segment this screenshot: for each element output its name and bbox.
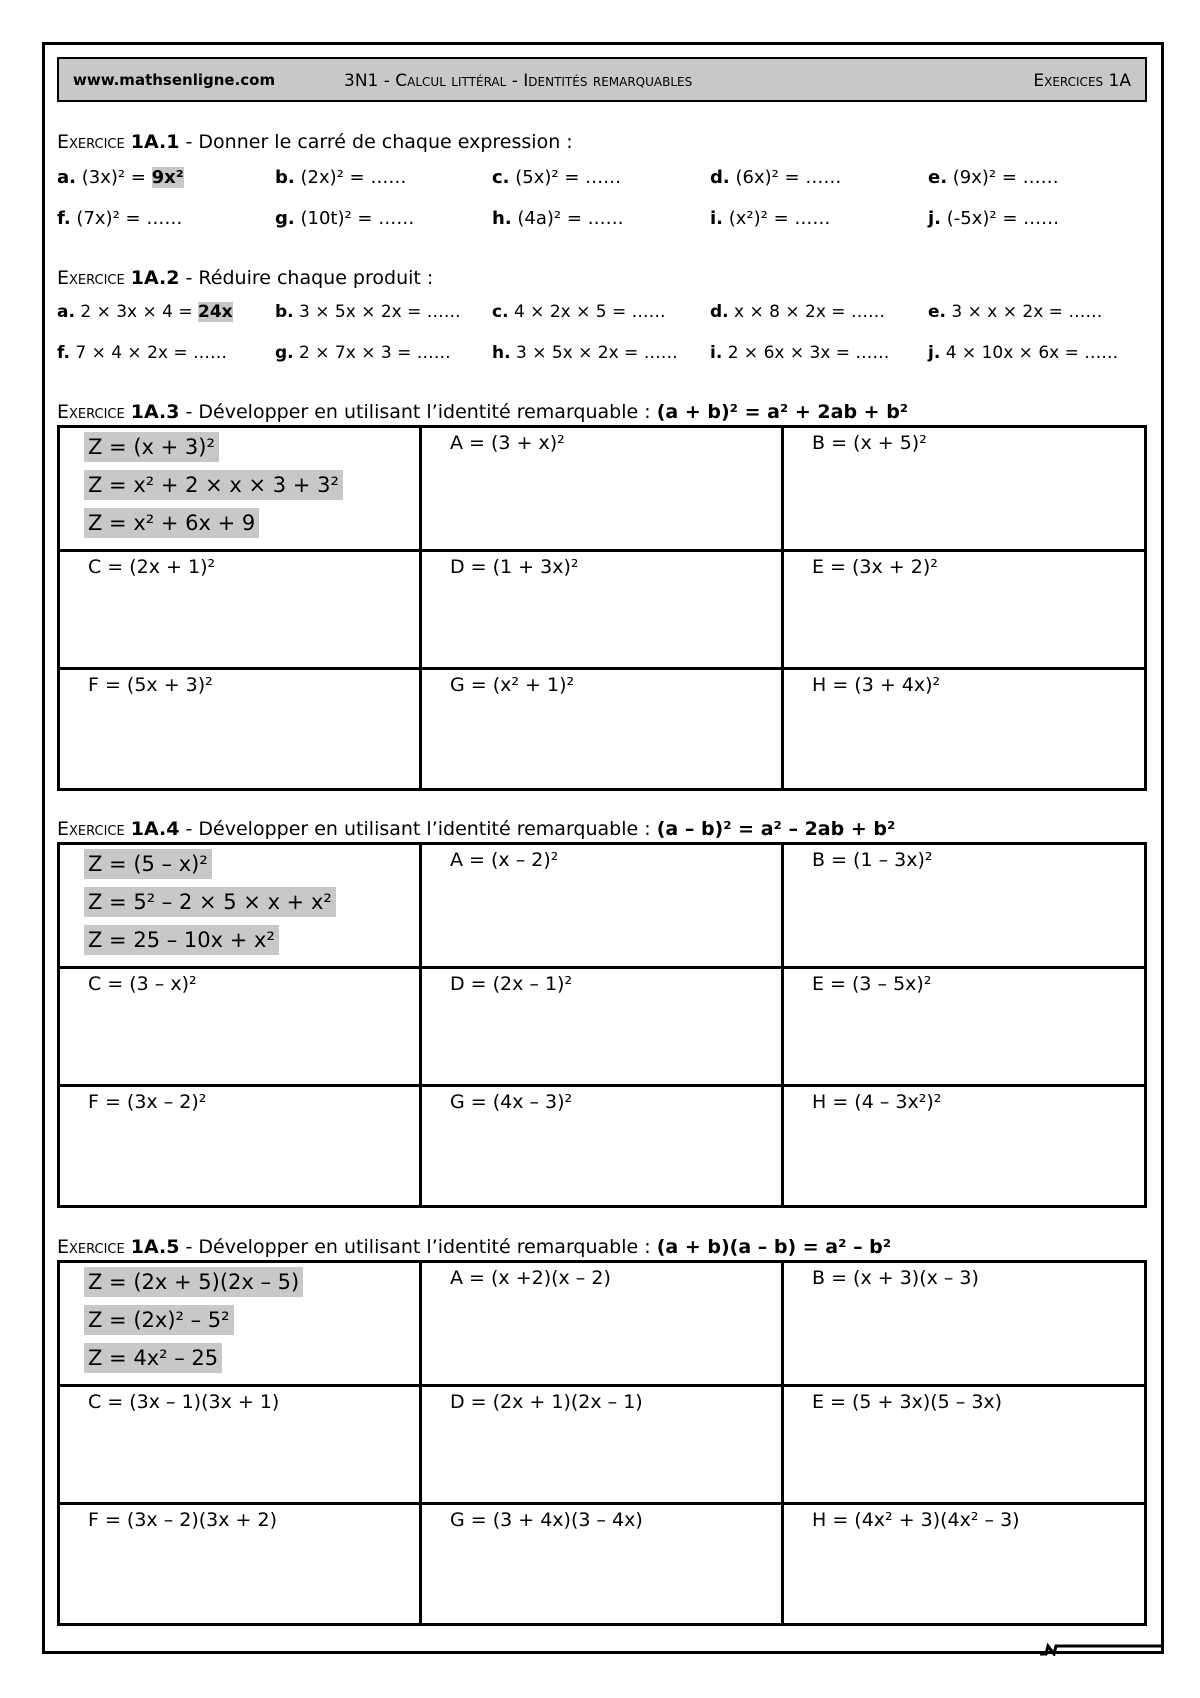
ex2-item-b: b. 3 × 5x × 2x = …… — [275, 302, 461, 322]
exercise-instruction: - Développer en utilisant l’identité remarquable : — [185, 818, 651, 840]
ex1-item-a: a. (3x)² = 9x² — [57, 167, 184, 188]
answer-cell[interactable]: E = (3x + 2)² — [784, 552, 1144, 670]
site-url[interactable]: www.mathsenligne.com — [73, 71, 276, 89]
exercise-3-grid — [57, 425, 1147, 791]
exercise-2-title — [57, 267, 433, 289]
exercise-instruction: - Développer en utilisant l’identité remarquable : — [185, 401, 651, 423]
ex2-item-f: f. 7 × 4 × 2x = …… — [57, 343, 228, 363]
ex1-item-f: f. (7x)² = …… — [57, 208, 183, 229]
ex1-item-d: d. (6x)² = …… — [710, 167, 842, 188]
example-line: Z = x² + 2 × x × 3 + 3² — [84, 470, 343, 500]
answer-cell[interactable]: D = (2x + 1)(2x – 1) — [422, 1387, 784, 1505]
worked-example — [60, 428, 422, 552]
exercise-label: Exercice — [57, 267, 125, 289]
ex2-item-j: j. 4 × 10x × 6x = …… — [928, 343, 1119, 363]
worked-example — [60, 1263, 422, 1387]
exercise-label: Exercice — [57, 818, 125, 840]
answer-cell[interactable]: B = (x + 3)(x – 3) — [784, 1263, 1144, 1387]
ex2-item-d: d. x × 8 × 2x = …… — [710, 302, 885, 322]
exercise-5-title — [57, 1236, 891, 1258]
answer-cell[interactable]: F = (3x – 2)² — [60, 1087, 422, 1205]
exercise-1-title — [57, 131, 573, 153]
answer-cell[interactable]: H = (4x² + 3)(4x² – 3) — [812, 1509, 1020, 1531]
ex1-item-j: j. (-5x)² = …… — [928, 208, 1060, 229]
exercise-instruction: - Réduire chaque produit : — [185, 267, 434, 289]
answer-cell[interactable]: A = (3 + x)² — [422, 428, 784, 552]
answer-cell[interactable]: F = (5x + 3)² — [60, 670, 422, 788]
exercise-label: Exercice — [57, 1236, 125, 1258]
ex2-item-a: a. 2 × 3x × 4 = 24x — [57, 302, 233, 322]
ex1-item-h: h. (4a)² = …… — [492, 208, 624, 229]
example-line: Z = 25 – 10x + x² — [84, 925, 279, 955]
exercise-id: 1A.4 — [130, 818, 180, 840]
exercise-3-title — [57, 401, 908, 423]
exercise-instruction: - Donner le carré de chaque expression : — [185, 131, 573, 153]
ex1-answer: 9x² — [151, 167, 184, 188]
identity-formula: (a + b)² = a² + 2ab + b² — [656, 401, 909, 423]
answer-cell[interactable]: C = (3x – 1)(3x + 1) — [60, 1387, 422, 1505]
identity-formula: (a – b)² = a² – 2ab + b² — [656, 818, 896, 840]
answer-cell[interactable]: A = (x +2)(x – 2) — [422, 1263, 784, 1387]
exercise-id: 1A.2 — [130, 267, 180, 289]
ex1-item-i: i. (x²)² = …… — [710, 208, 831, 229]
answer-cell[interactable]: F = (3x – 2)(3x + 2) — [60, 1505, 422, 1623]
answer-cell[interactable]: G = (3 + 4x)(3 – 4x) — [422, 1505, 784, 1623]
example-line: Z = x² + 6x + 9 — [84, 508, 259, 538]
ex1-item-b: b. (2x)² = …… — [275, 167, 407, 188]
example-line: Z = 5² – 2 × 5 × x + x² — [84, 887, 336, 917]
example-line: Z = (x + 3)² — [84, 432, 219, 462]
answer-cell[interactable]: C = (2x + 1)² — [60, 552, 422, 670]
exercise-id: 1A.1 — [130, 131, 180, 153]
example-line: Z = (2x + 5)(2x – 5) — [84, 1267, 303, 1297]
exercise-4-grid — [57, 842, 1147, 1208]
example-line: Z = (5 – x)² — [84, 849, 212, 879]
ex2-item-g: g. 2 × 7x × 3 = …… — [275, 343, 451, 363]
page-corner-mark — [1040, 1616, 1164, 1656]
identity-formula: (a + b)(a – b) = a² – b² — [656, 1236, 892, 1258]
ex2-item-i: i. 2 × 6x × 3x = …… — [710, 343, 890, 363]
answer-cell[interactable]: B = (1 – 3x)² — [784, 845, 1144, 969]
worked-example — [60, 845, 422, 969]
ex2-answer: 24x — [198, 302, 233, 322]
example-line: Z = (2x)² – 5² — [84, 1305, 234, 1335]
exercise-instruction: - Développer en utilisant l’identité remarquable : — [185, 1236, 651, 1258]
ex2-item-h: h. 3 × 5x × 2x = …… — [492, 343, 678, 363]
answer-cell[interactable]: D = (1 + 3x)² — [422, 552, 784, 670]
ex2-item-e: e. 3 × x × 2x = …… — [928, 302, 1103, 322]
ex1-item-e: e. (9x)² = …… — [928, 167, 1059, 188]
exercise-4-title — [57, 818, 895, 840]
answer-cell[interactable]: E = (3 – 5x)² — [784, 969, 1144, 1087]
exercise-5-grid — [57, 1260, 1147, 1626]
page-header — [57, 57, 1147, 102]
answer-cell[interactable]: H = (4 – 3x²)² — [812, 1091, 942, 1113]
answer-cell[interactable]: G = (x² + 1)² — [422, 670, 784, 788]
ex1-item-c: c. (5x)² = …… — [492, 167, 622, 188]
answer-cell[interactable]: E = (5 + 3x)(5 – 3x) — [784, 1387, 1144, 1505]
answer-cell[interactable]: A = (x – 2)² — [422, 845, 784, 969]
answer-cell[interactable]: B = (x + 5)² — [784, 428, 1144, 552]
ex1-item-g: g. (10t)² = …… — [275, 208, 415, 229]
exercise-label: Exercice — [57, 131, 125, 153]
exercise-label: Exercice — [57, 401, 125, 423]
exercise-set-label: Exercices 1A — [1033, 71, 1131, 91]
answer-cell[interactable]: D = (2x – 1)² — [422, 969, 784, 1087]
answer-cell[interactable]: G = (4x – 3)² — [422, 1087, 784, 1205]
page-title: 3N1 - Calcul littéral - Identités remarquables — [344, 71, 693, 91]
exercise-id: 1A.3 — [130, 401, 180, 423]
answer-cell[interactable]: C = (3 – x)² — [60, 969, 422, 1087]
example-line: Z = 4x² – 25 — [84, 1343, 222, 1373]
ex2-item-c: c. 4 × 2x × 5 = …… — [492, 302, 666, 322]
answer-cell[interactable]: H = (3 + 4x)² — [812, 674, 941, 696]
exercise-id: 1A.5 — [130, 1236, 180, 1258]
